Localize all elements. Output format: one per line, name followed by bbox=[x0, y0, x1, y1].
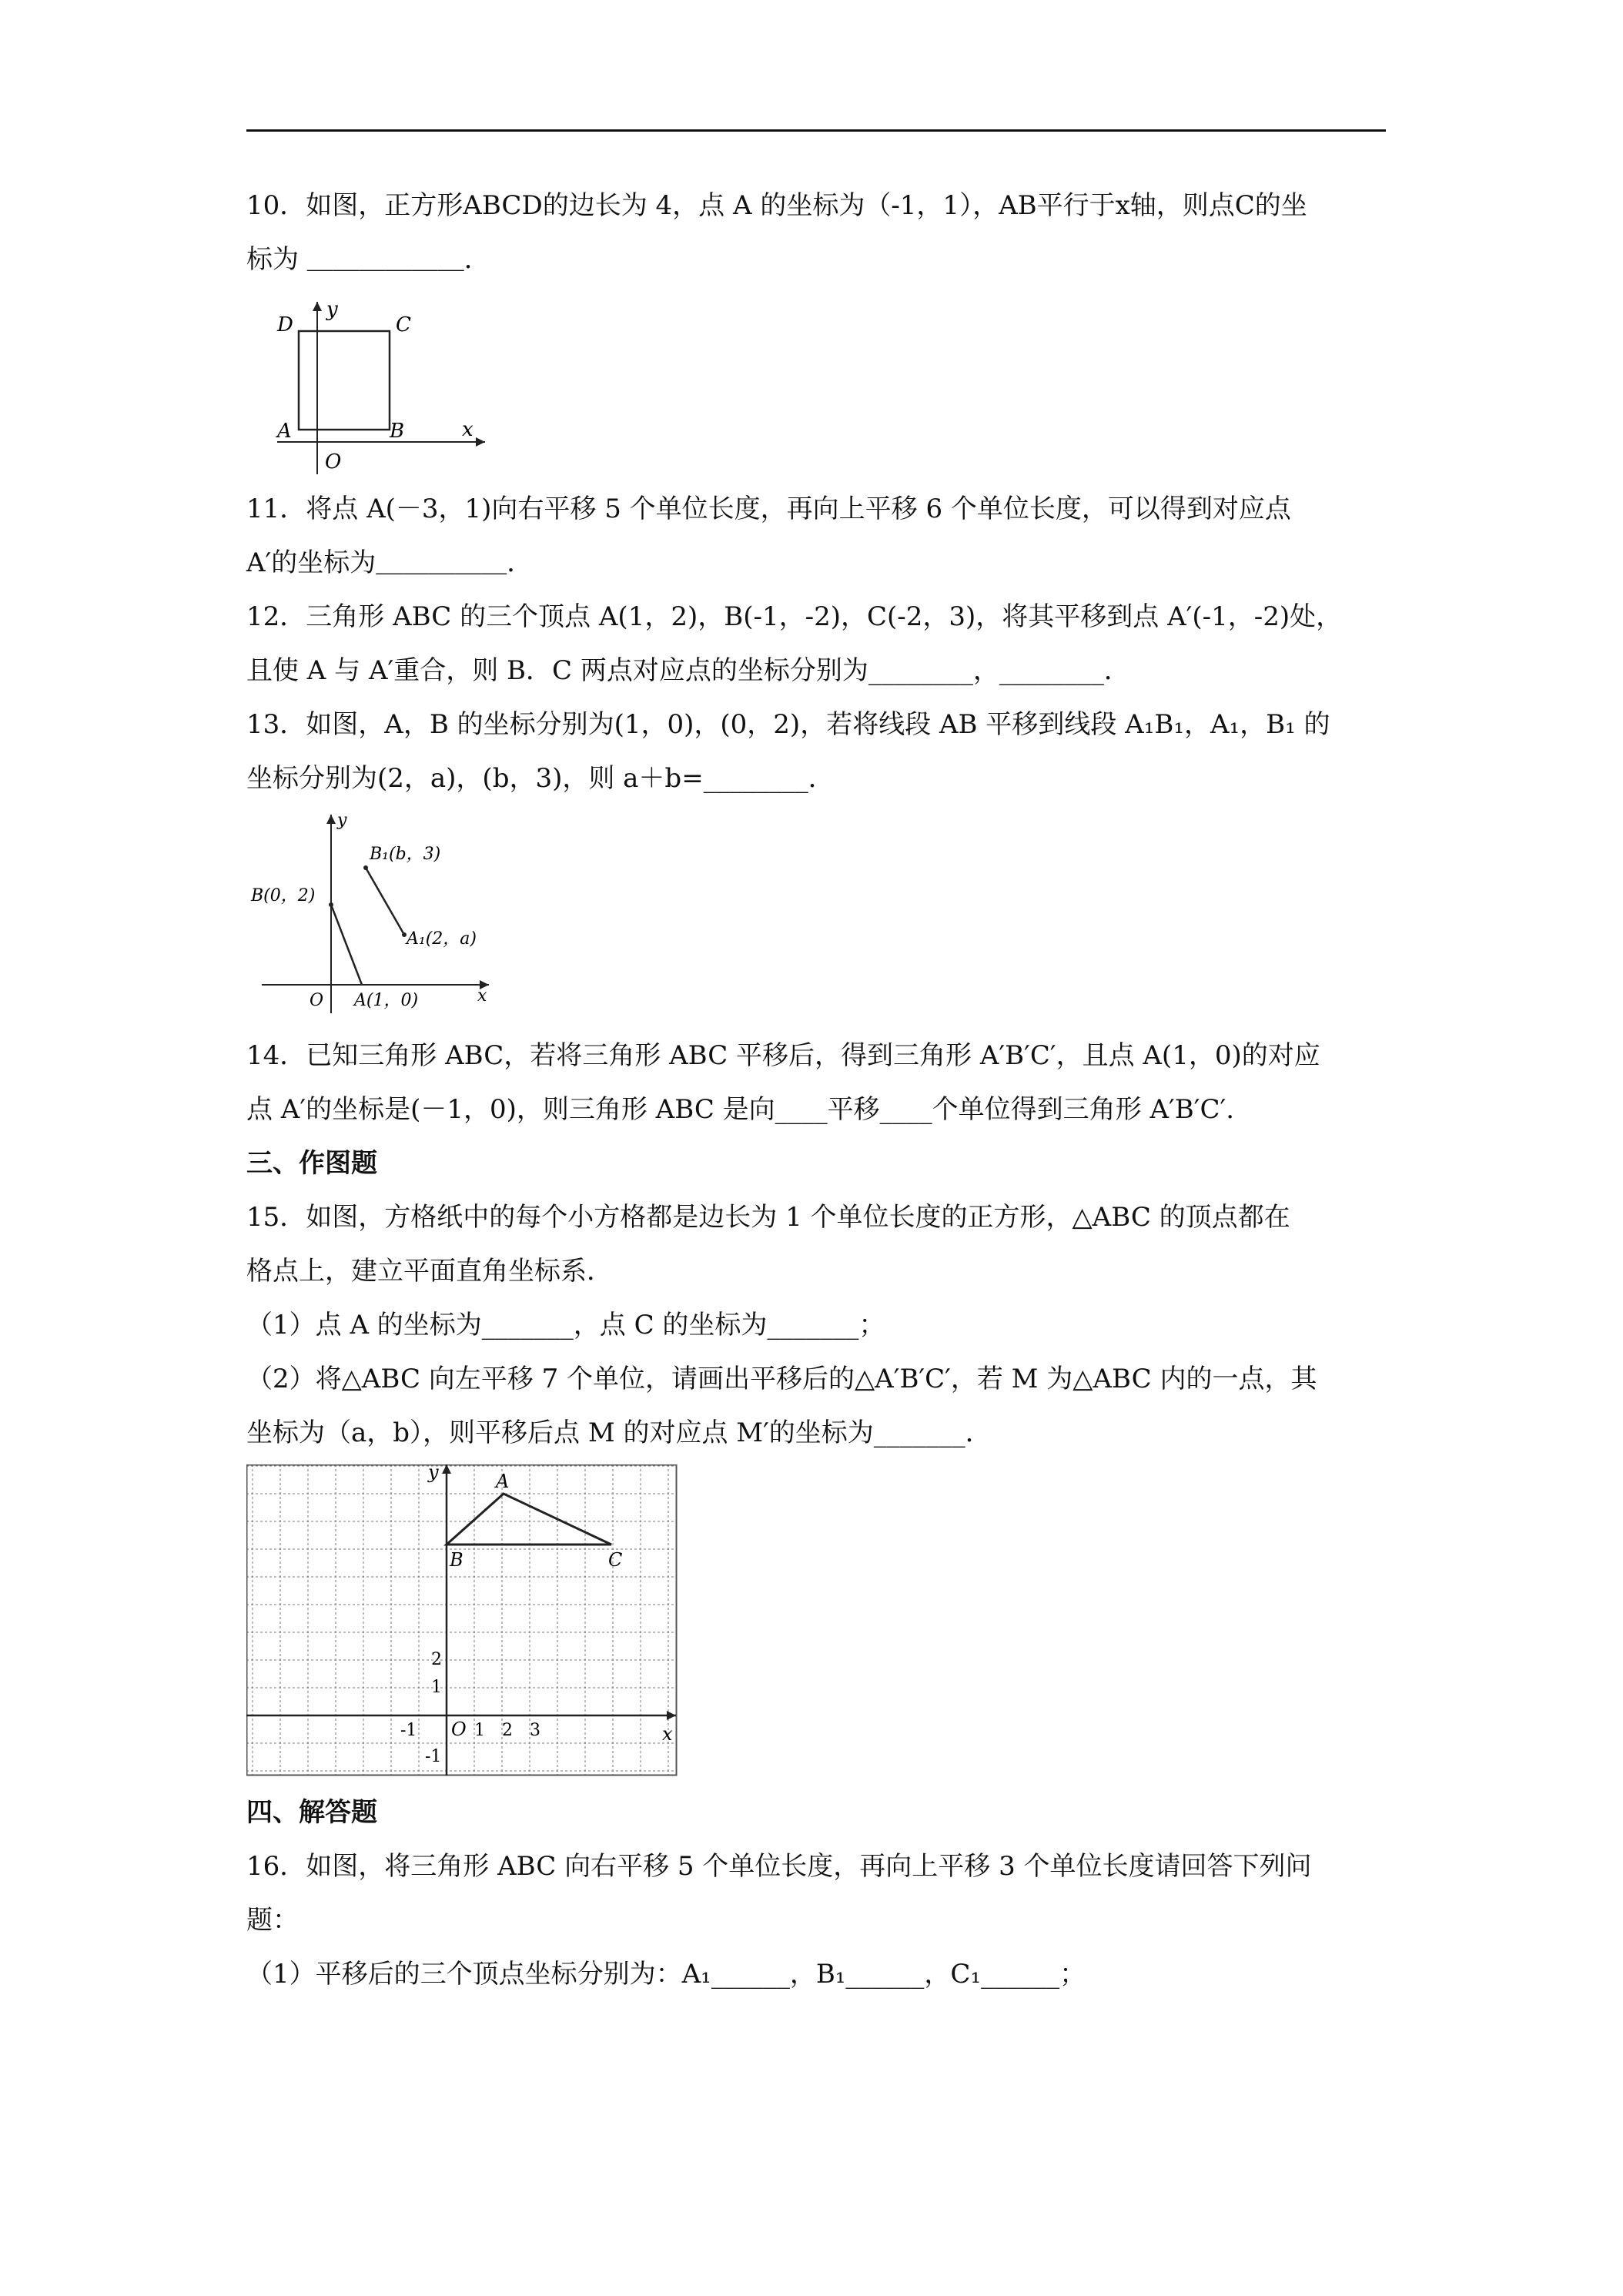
q15-line1: 15．如图，方格纸中的每个小方格都是边长为 1 个单位长度的正方形，△ABC 的顶点都在 bbox=[246, 1202, 1290, 1233]
section-3-heading: 三、作图题 bbox=[246, 1148, 377, 1179]
q10-label-A: A bbox=[277, 420, 292, 443]
page-content bbox=[246, 179, 1386, 2001]
q13-point-B1 bbox=[363, 865, 368, 870]
q11-line1: 11．将点 A(－3，1)向右平移 5 个单位长度，再向上平移 6 个单位长度，可以得到对应点 bbox=[246, 494, 1291, 524]
q13-line1: 13．如图，A，B 的坐标分别为(1，0)，(0，2)，若将线段 AB 平移到线段 A₁B₁，A₁，B₁ 的 bbox=[246, 709, 1330, 740]
q15-label-A: A bbox=[496, 1471, 510, 1492]
q10-label-O: O bbox=[325, 450, 342, 474]
q10-line2: 标为 ＿＿＿＿＿＿． bbox=[246, 244, 490, 275]
q10-square bbox=[299, 331, 390, 430]
q13-label-O: O bbox=[310, 991, 324, 1010]
q15-tick-x3: 3 bbox=[530, 1721, 540, 1740]
q10-figure bbox=[246, 297, 493, 482]
q10-label-D: D bbox=[277, 313, 293, 336]
q15-tick-ym1: -1 bbox=[425, 1747, 442, 1766]
q15-tick-x2: 2 bbox=[502, 1721, 513, 1740]
q15-grid-figure bbox=[246, 1464, 678, 1776]
q10-x-arrow bbox=[476, 437, 485, 447]
q13-line2: 坐标分别为(2，a)，(b，3)，则 a＋b=________． bbox=[246, 763, 835, 794]
q13-label-B1: B₁(b，3) bbox=[370, 845, 441, 864]
q15-tick-xm1: -1 bbox=[400, 1721, 417, 1740]
q15-triangle-ABC bbox=[447, 1494, 611, 1545]
q15-label-x: x bbox=[662, 1723, 673, 1745]
header-rule bbox=[246, 129, 1386, 132]
q15-line2: 格点上，建立平面直角坐标系． bbox=[246, 1256, 613, 1287]
q13-segment-A1B1 bbox=[366, 868, 404, 935]
section-4-heading: 四、解答题 bbox=[246, 1797, 377, 1828]
q15-tick-x1: 1 bbox=[474, 1721, 485, 1740]
q15-label-O: O bbox=[451, 1719, 467, 1740]
q13-label-x: x bbox=[477, 986, 487, 1006]
q10-label-B: B bbox=[390, 420, 405, 443]
q13-label-B: B(0，2) bbox=[251, 886, 316, 905]
q10-label-y: y bbox=[326, 298, 338, 321]
q16-line3: （1）平移后的三个顶点坐标分别为：A₁______，B₁______，C₁______； bbox=[246, 1959, 1086, 1990]
q10-y-arrow bbox=[313, 302, 322, 311]
q15-line5: 坐标为（a，b），则平移后点 M 的对应点 M′的坐标为_______． bbox=[246, 1417, 992, 1448]
q10-label-x: x bbox=[462, 418, 474, 441]
q15-tick-y1: 1 bbox=[431, 1678, 442, 1697]
q10-label-C: C bbox=[396, 313, 411, 336]
q14-line1: 14．已知三角形 ABC，若将三角形 ABC 平移后，得到三角形 A′B′C′，且点 A(1，0)的对应 bbox=[246, 1040, 1320, 1071]
q16-line2: 题： bbox=[246, 1905, 299, 1936]
q15-label-B: B bbox=[450, 1549, 463, 1571]
q13-figure bbox=[246, 812, 500, 1019]
q13-point-B bbox=[329, 902, 333, 907]
q15-line3: （1）点 A 的坐标为_______，点 C 的坐标为_______； bbox=[246, 1310, 885, 1340]
q15-tick-y2: 2 bbox=[431, 1650, 442, 1669]
q13-label-y: y bbox=[337, 812, 347, 830]
q15-label-y: y bbox=[428, 1464, 439, 1483]
q15-label-C: C bbox=[608, 1549, 623, 1571]
q13-segment-AB bbox=[331, 905, 362, 985]
q11-line2: A′的坐标为＿＿＿＿＿． bbox=[246, 547, 534, 578]
q13-label-A: A(1，0) bbox=[354, 991, 419, 1010]
q16-line1: 16．如图，将三角形 ABC 向右平移 5 个单位长度，再向上平移 3 个单位长度请回答下列问 bbox=[246, 1851, 1312, 1882]
q15-x-arrow bbox=[667, 1711, 676, 1720]
q13-y-arrow bbox=[326, 815, 336, 824]
q12-line1: 12．三角形 ABC 的三个顶点 A(1，2)，B(-1，-2)，C(-2，3)，将其平移到点 A′(-1，-2)处， bbox=[246, 601, 1343, 632]
q12-line2: 且使 A 与 A′重合，则 B．C 两点对应点的坐标分别为________，________． bbox=[246, 655, 1130, 686]
q10-line1: 10．如图，正方形ABCD的边长为 4，点 A 的坐标为（-1，1），AB平行于x轴，则点C的坐 bbox=[246, 190, 1307, 221]
q15-line4: （2）将△ABC 向左平移 7 个单位，请画出平移后的△A′B′C′，若 M 为△ABC 内的一点，其 bbox=[246, 1364, 1317, 1394]
q13-label-A1: A₁(2，a) bbox=[407, 929, 477, 949]
q14-line2: 点 A′的坐标是(－1，0)，则三角形 ABC 是向____平移____个单位得到三角形 A′B′C′. bbox=[246, 1094, 1235, 1125]
